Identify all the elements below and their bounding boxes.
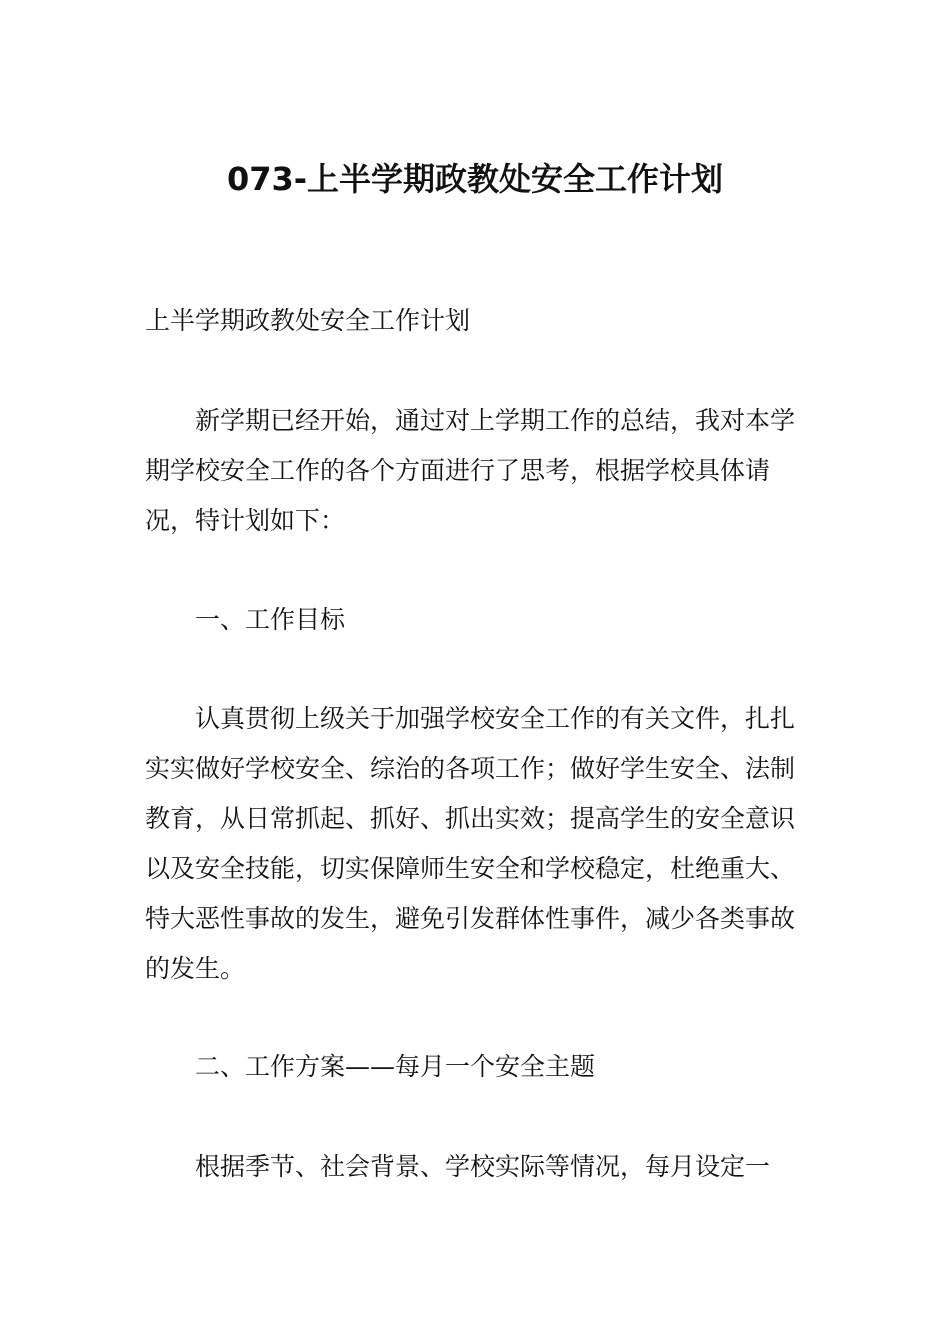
goals-paragraph: 认真贯彻上级关于加强学校安全工作的有关文件，扎扎实实做好学校安全、综治的各项工作；做好学生安全、法制教育，从日常抓起、抓好、抓出实效；提高学生的安全意识以及安全技能，切实保障师生安全和学校稳定，杜绝重大、特大恶性事故的发生，避免引发群体性事件，减少各类事故的发生。 [145, 704, 796, 983]
intro-paragraph: 新学期已经开始，通过对上学期工作的总结，我对本学期学校安全工作的各个方面进行了思考，根据学校具体请况，特计划如下： [145, 406, 796, 535]
plan-paragraph: 根据季节、社会背景、学校实际等情况，每月设定一 [195, 1152, 771, 1181]
section-heading-plan: 二、工作方案——每月一个安全主题 [195, 1052, 596, 1081]
section-heading-goals: 一、工作目标 [195, 605, 346, 634]
document-title: 073-上半学期政教处安全工作计划 [226, 160, 724, 198]
document-subtitle: 上半学期政教处安全工作计划 [145, 306, 471, 335]
